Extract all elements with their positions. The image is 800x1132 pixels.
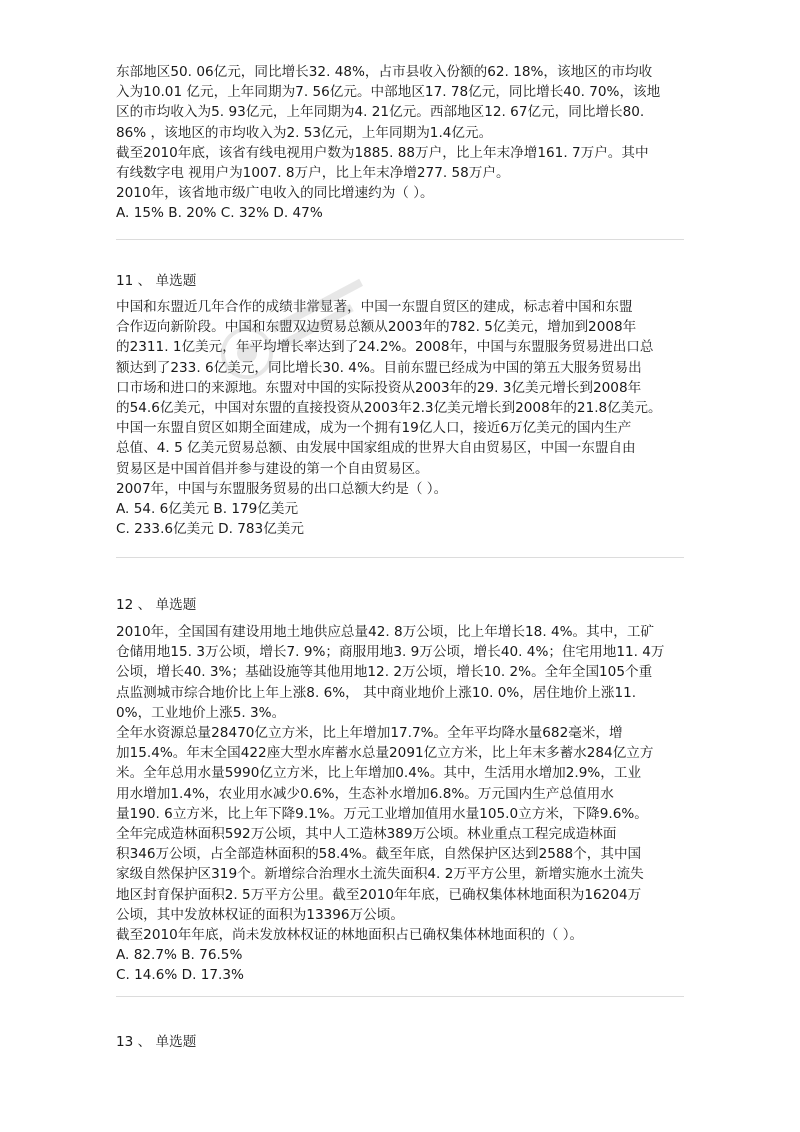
question-divider xyxy=(116,239,684,240)
answer-options[interactable]: C. 14.6% D. 17.3% xyxy=(116,967,244,984)
question-10-block xyxy=(116,62,688,224)
material-line: 全年完成造林面积592万公顷，其中人工造林389万公顷。林业重点工程完成造林面 xyxy=(116,826,617,843)
material-line: 入为10.01 亿元，上年同期为7. 56亿元。中部地区17. 78亿元，同比增长40. 70%，该地 xyxy=(116,84,661,101)
material-line: 点监测城市综合地价比上年上涨8. 6%， 其中商业地价上涨10. 0%，居住地价上涨11. xyxy=(116,684,637,701)
answer-options[interactable]: A. 15% B. 20% C. 32% D. 47% xyxy=(116,205,323,222)
material-line: 积346万公顷，占全部造林面积的58.4%。截至年底，自然保护区达到2588个，其中国 xyxy=(116,846,642,863)
material-line: 额达到了233. 6亿美元，同比增长30. 4%。目前东盟已经成为中国的第五大服务贸易出 xyxy=(116,359,642,376)
material-line: 量190. 6立方米，比上年下降9.1%。万元工业增加值用水量105.0立方米，下降9.6%。 xyxy=(116,805,648,822)
material-line: 0%，工业地价上涨5. 3%。 xyxy=(116,704,286,721)
material-line: 区的市均收入为5. 93亿元，上年同期为4. 21亿元。西部地区12. 67亿元，同比增长80. xyxy=(116,104,645,121)
question-12-block xyxy=(116,595,688,986)
answer-options[interactable]: A. 54. 6亿美元 B. 179亿美元 xyxy=(116,501,299,518)
material-line: 中国和东盟近几年合作的成绩非常显著，中国一东盟自贸区的建成，标志着中国和东盟 xyxy=(116,299,633,315)
question-title: 11 、 单选题 xyxy=(116,273,197,289)
material-line: 家级自然保护区319个。新增综合治理水土流失面积4. 2万平方公里，新增实施水土流失 xyxy=(116,866,644,883)
material-line: 2010年，全国国有建设用地土地供应总量42. 8万公顷，比上年增长18. 4%。其中，工矿 xyxy=(116,624,655,640)
material-line: 86% ，该地区的市均收入为2. 53亿元，上年同期为1.4亿元。 xyxy=(116,124,493,141)
material-line: 总值、4. 5 亿美元贸易总额、由发展中国家组成的世界大自由贸易区，中国一东盟自由 xyxy=(116,440,636,457)
answer-options[interactable]: A. 82.7% B. 76.5% xyxy=(116,947,243,964)
material-line: 用水增加1.4%，农业用水减少0.6%，生态补水增加6.8%。万元国内生产总值用水 xyxy=(116,785,614,802)
question-divider xyxy=(116,557,684,558)
question-title: 13 、 单选题 xyxy=(116,1034,197,1050)
question-title: 12 、 单选题 xyxy=(116,597,197,613)
material-line: 东部地区50. 06亿元，同比增长32. 48%，占市县收入份额的62. 18%，该地区的市均收 xyxy=(116,64,653,80)
question-divider xyxy=(116,996,684,997)
material-line: 米。全年总用水量5990亿立方米，比上年增加0.4%。其中，生活用水增加2.9%，工业 xyxy=(116,765,642,782)
material-line: 的54.6亿美元，中国对东盟的直接投资从2003年2.3亿美元增长到2008年的21.8亿美元。 xyxy=(116,400,662,417)
question-text: 截至2010年年底，尚未发放林权证的林地面积占已确权集体林地面积的（ ）。 xyxy=(116,927,584,944)
question-13-block xyxy=(116,1032,688,1052)
material-line: 仓储用地15. 3万公顷，增长7. 9%；商服用地3. 9万公顷，增长40. 4%；住宅用地11. 4万 xyxy=(116,644,665,661)
material-line: 贸易区是中国首倡并参与建设的第一个自由贸易区。 xyxy=(116,460,429,477)
material-line: 合作迈向新阶段。中国和东盟双边贸易总额从2003年的782. 5亿美元，增加到2008年 xyxy=(116,319,637,336)
material-line: 有线数字电 视用户为1007. 8万户，比上年末净增277. 58万户。 xyxy=(116,165,510,182)
question-11-block xyxy=(116,271,688,539)
question-text: 2007年，中国与东盟服务贸易的出口总额大约是（ ）。 xyxy=(116,480,448,497)
material-line: 口市场和进口的来源地。东盟对中国的实际投资从2003年的29. 3亿美元增长到2008年 xyxy=(116,379,642,396)
material-line: 中国一东盟自贸区如期全面建成，成为一个拥有19亿人口，接近6万亿美元的国内生产 xyxy=(116,420,632,437)
material-line: 公顷，其中发放林权证的面积为13396万公顷。 xyxy=(116,906,404,923)
question-text: 2010年，该省地市级广电收入的同比增速约为（ ）。 xyxy=(116,185,434,202)
material-line: 加15.4%。年末全国422座大型水库蓄水总量2091亿立方米，比上年末多蓄水284亿立方 xyxy=(116,745,654,762)
material-line: 全年水资源总量28470亿立方米，比上年增加17.7%。全年平均降水量682毫米，增 xyxy=(116,725,623,742)
material-line: 截至2010年底，该省有线电视用户数为1885. 88万户，比上年末净增161. 7万户。其中 xyxy=(116,144,649,161)
material-line: 的2311. 1亿美元，年平均增长率达到了24.2%。2008年，中国与东盟服务贸易进出口总 xyxy=(116,339,654,356)
answer-options[interactable]: C. 233.6亿美元 D. 783亿美元 xyxy=(116,521,304,538)
material-line: 公顷，增长40. 3%；基础设施等其他用地12. 2万公顷，增长10. 2%。全年全国105个重 xyxy=(116,664,653,681)
material-line: 地区封育保护面积2. 5万平方公里。截至2010年年底，已确权集体林地面积为16204万 xyxy=(116,886,642,903)
